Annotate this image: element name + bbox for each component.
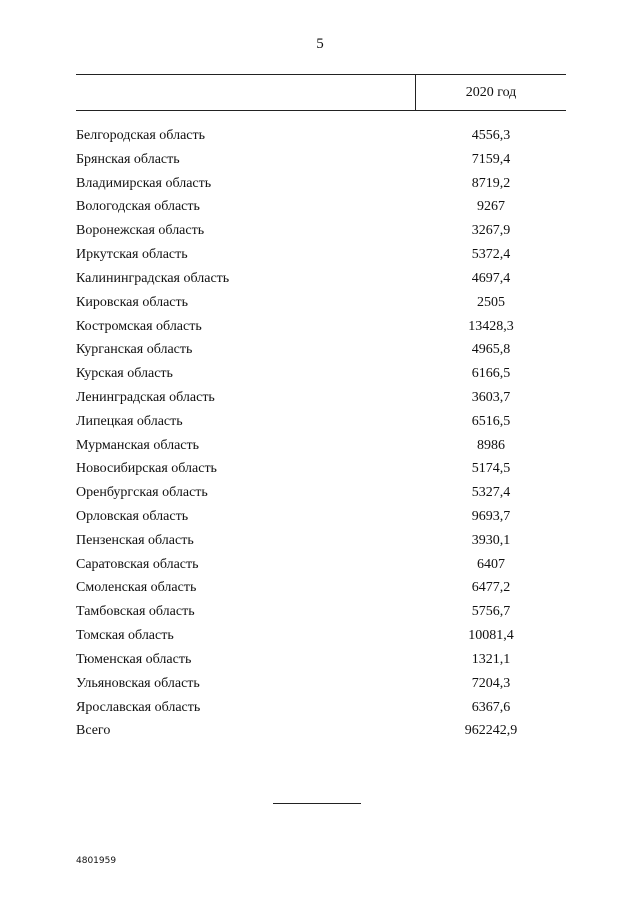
- region-name: Курская область: [76, 366, 173, 382]
- region-value: 8719,2: [471, 175, 511, 191]
- region-name: Липецкая область: [76, 413, 183, 429]
- region-name: Оренбургская область: [76, 485, 208, 501]
- region-value: 6367,6: [471, 699, 511, 715]
- table-row: [76, 507, 566, 531]
- column-header-year: 2020 год: [465, 85, 517, 100]
- table-row: [76, 483, 566, 507]
- document-code: 4801959: [76, 856, 117, 866]
- table-row: [76, 245, 566, 269]
- region-name: Ленинградская область: [76, 389, 215, 405]
- table-row: [76, 221, 566, 245]
- region-value: 5756,7: [471, 604, 511, 620]
- region-name: Томская область: [76, 628, 174, 644]
- region-value: 4965,8: [471, 342, 511, 358]
- region-name: Белгородская область: [76, 128, 206, 143]
- table-row: [76, 412, 566, 436]
- region-value: 4697,4: [471, 270, 511, 286]
- table-row: [76, 555, 566, 579]
- region-name: Курганская область: [76, 342, 193, 358]
- region-value: 9693,7: [471, 509, 511, 524]
- table-row: [76, 388, 566, 412]
- region-value: 5174,5: [471, 461, 511, 477]
- region-value: 7159,4: [471, 151, 511, 167]
- region-name: Кировская область: [76, 294, 189, 310]
- region-value: 6407: [477, 556, 505, 572]
- region-name: Иркутская область: [76, 247, 188, 263]
- table-row: [76, 531, 566, 555]
- region-name: Воронежская область: [76, 223, 205, 239]
- region-name: Вологодская область: [76, 199, 200, 215]
- table-row: [76, 578, 566, 602]
- table-row: [76, 126, 566, 150]
- region-value: 3267,9: [471, 223, 511, 239]
- region-name: Калининградская область: [76, 270, 230, 286]
- region-value: 4556,3: [471, 128, 511, 143]
- region-name: Пензенская область: [76, 532, 194, 548]
- page-number: 5: [316, 36, 324, 52]
- table-row: [76, 674, 566, 698]
- table-row: [76, 698, 566, 722]
- region-value: 5327,4: [471, 485, 511, 501]
- region-value: 3930,1: [471, 532, 511, 548]
- region-name: Брянская область: [76, 151, 180, 167]
- region-value: 9267: [477, 199, 505, 215]
- region-value: 13428,3: [468, 318, 514, 334]
- region-value: 2505: [477, 294, 505, 310]
- total-label: Всего: [76, 723, 111, 739]
- table-row: [76, 174, 566, 198]
- region-name: Ульяновская область: [76, 675, 200, 691]
- region-name: Ярославская область: [76, 699, 201, 715]
- region-value: 8986: [477, 437, 505, 453]
- total-value: 962242,9: [464, 723, 518, 739]
- table-row: [76, 602, 566, 626]
- region-value: 3603,7: [471, 389, 511, 405]
- table-row: [76, 269, 566, 293]
- region-name: Тюменская область: [76, 651, 192, 667]
- region-name: Саратовская область: [76, 556, 199, 572]
- region-value: 6477,2: [471, 580, 511, 596]
- region-name: Костромская область: [76, 318, 202, 334]
- table-row: [76, 293, 566, 317]
- region-value: 1321,1: [471, 651, 511, 667]
- closing-rule: [273, 803, 361, 804]
- region-value: 5372,4: [471, 247, 511, 263]
- region-value: 6166,5: [471, 366, 511, 382]
- table-row: [76, 150, 566, 174]
- region-value: 10081,4: [468, 628, 514, 644]
- region-value: 7204,3: [471, 675, 511, 691]
- region-name: Тамбовская область: [76, 604, 195, 620]
- region-value: 6516,5: [471, 413, 511, 429]
- region-name: Мурманская область: [76, 437, 200, 453]
- table-header: [76, 74, 566, 111]
- region-name: Новосибирская область: [76, 461, 217, 477]
- region-table-body: [76, 126, 566, 745]
- total-row: [76, 721, 566, 745]
- region-name: Смоленская область: [76, 580, 197, 596]
- table-row: [76, 459, 566, 483]
- table-row: [76, 364, 566, 388]
- table-row: [76, 626, 566, 650]
- table-row: [76, 436, 566, 460]
- region-name: Владимирская область: [76, 175, 212, 191]
- table-row: [76, 340, 566, 364]
- table-row: [76, 317, 566, 341]
- table-row: [76, 650, 566, 674]
- region-name: Орловская область: [76, 509, 189, 524]
- table-row: [76, 197, 566, 221]
